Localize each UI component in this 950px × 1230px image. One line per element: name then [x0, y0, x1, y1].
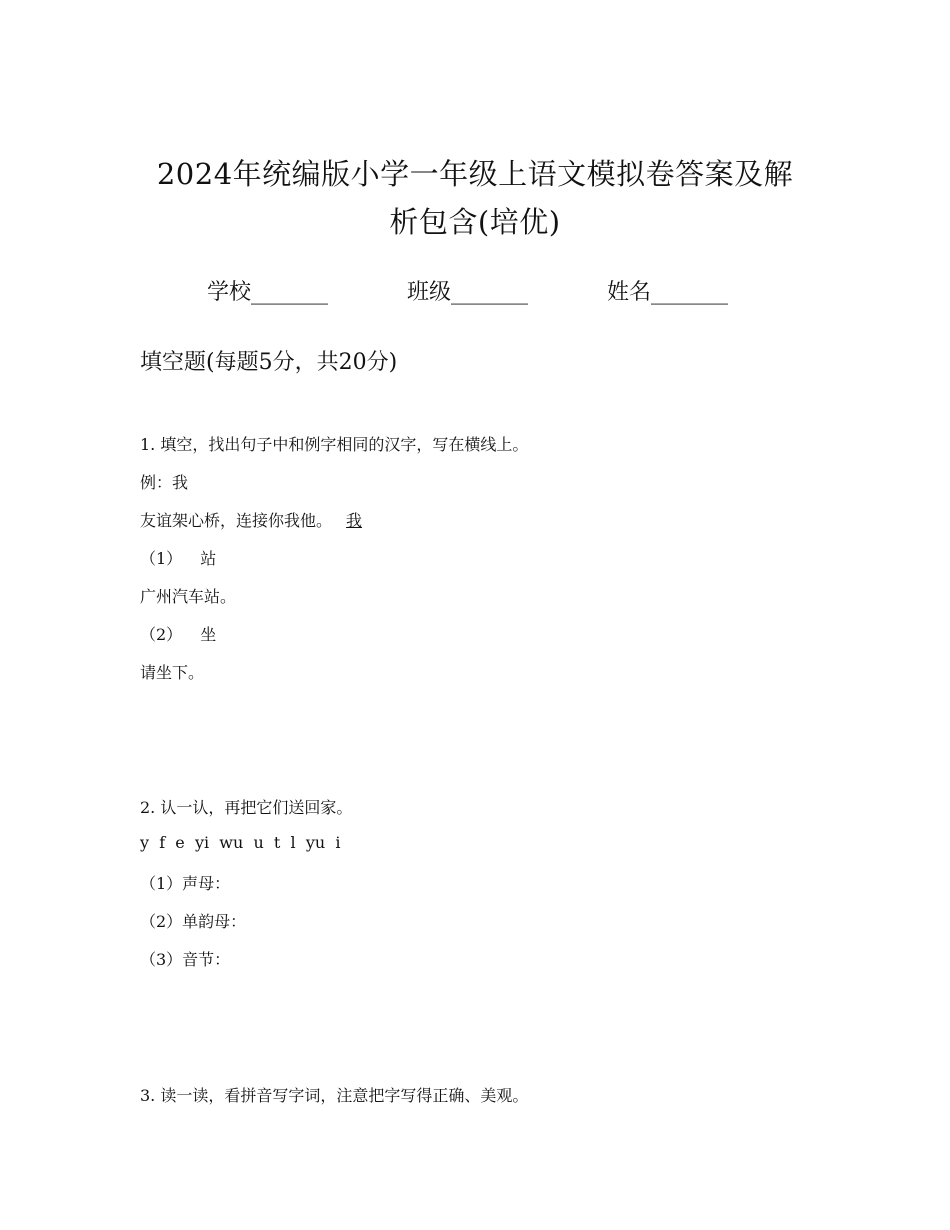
- q1-example-line: [140, 508, 368, 531]
- q1-sub2-char: 坐: [200, 625, 217, 644]
- q1-sub1: [140, 546, 216, 569]
- school-field: 学校_______: [207, 280, 329, 305]
- q1-sub2: [140, 622, 216, 645]
- name-field: 姓名_______: [607, 280, 729, 305]
- title-line-2: 析包含(培优): [389, 205, 561, 239]
- q1-sub1-sentence: 广州汽车站。: [140, 587, 237, 606]
- class-field: 班级_______: [407, 280, 529, 305]
- q2-line-3: （3）音节：: [140, 950, 231, 969]
- q1-example-label: 例：我: [140, 473, 189, 492]
- q2-line-1: （1）声母：: [140, 874, 231, 893]
- title-line-1: 2024年统编版小学一年级上语文模拟卷答案及解: [156, 157, 794, 191]
- q2-line-2: （2）单韵母：: [140, 912, 247, 931]
- section-title: 填空题(每题5分，共20分): [140, 350, 398, 375]
- q2-prompt: 2. 认一认，再把它们送回家。: [140, 798, 353, 817]
- q1-prompt: 1. 填空，找出句子中和例字相同的汉字，写在横线上。: [140, 435, 529, 454]
- q1-sub2-sentence: 请坐下。: [140, 663, 205, 682]
- q3-prompt: 3. 读一读，看拼音写字词，注意把字写得正确、美观。: [140, 1086, 529, 1105]
- q1-example-answer: 我: [346, 511, 363, 530]
- q1-example-sentence: 友谊架心桥，连接你我他。: [140, 511, 333, 530]
- q1-sub2-label: （2）: [140, 625, 183, 644]
- q1-sub1-char: 站: [200, 549, 217, 568]
- document-title: [120, 150, 830, 246]
- q2-letters: y f e yi wu u t l yu i: [140, 833, 341, 852]
- q1-sub1-label: （1）: [140, 549, 183, 568]
